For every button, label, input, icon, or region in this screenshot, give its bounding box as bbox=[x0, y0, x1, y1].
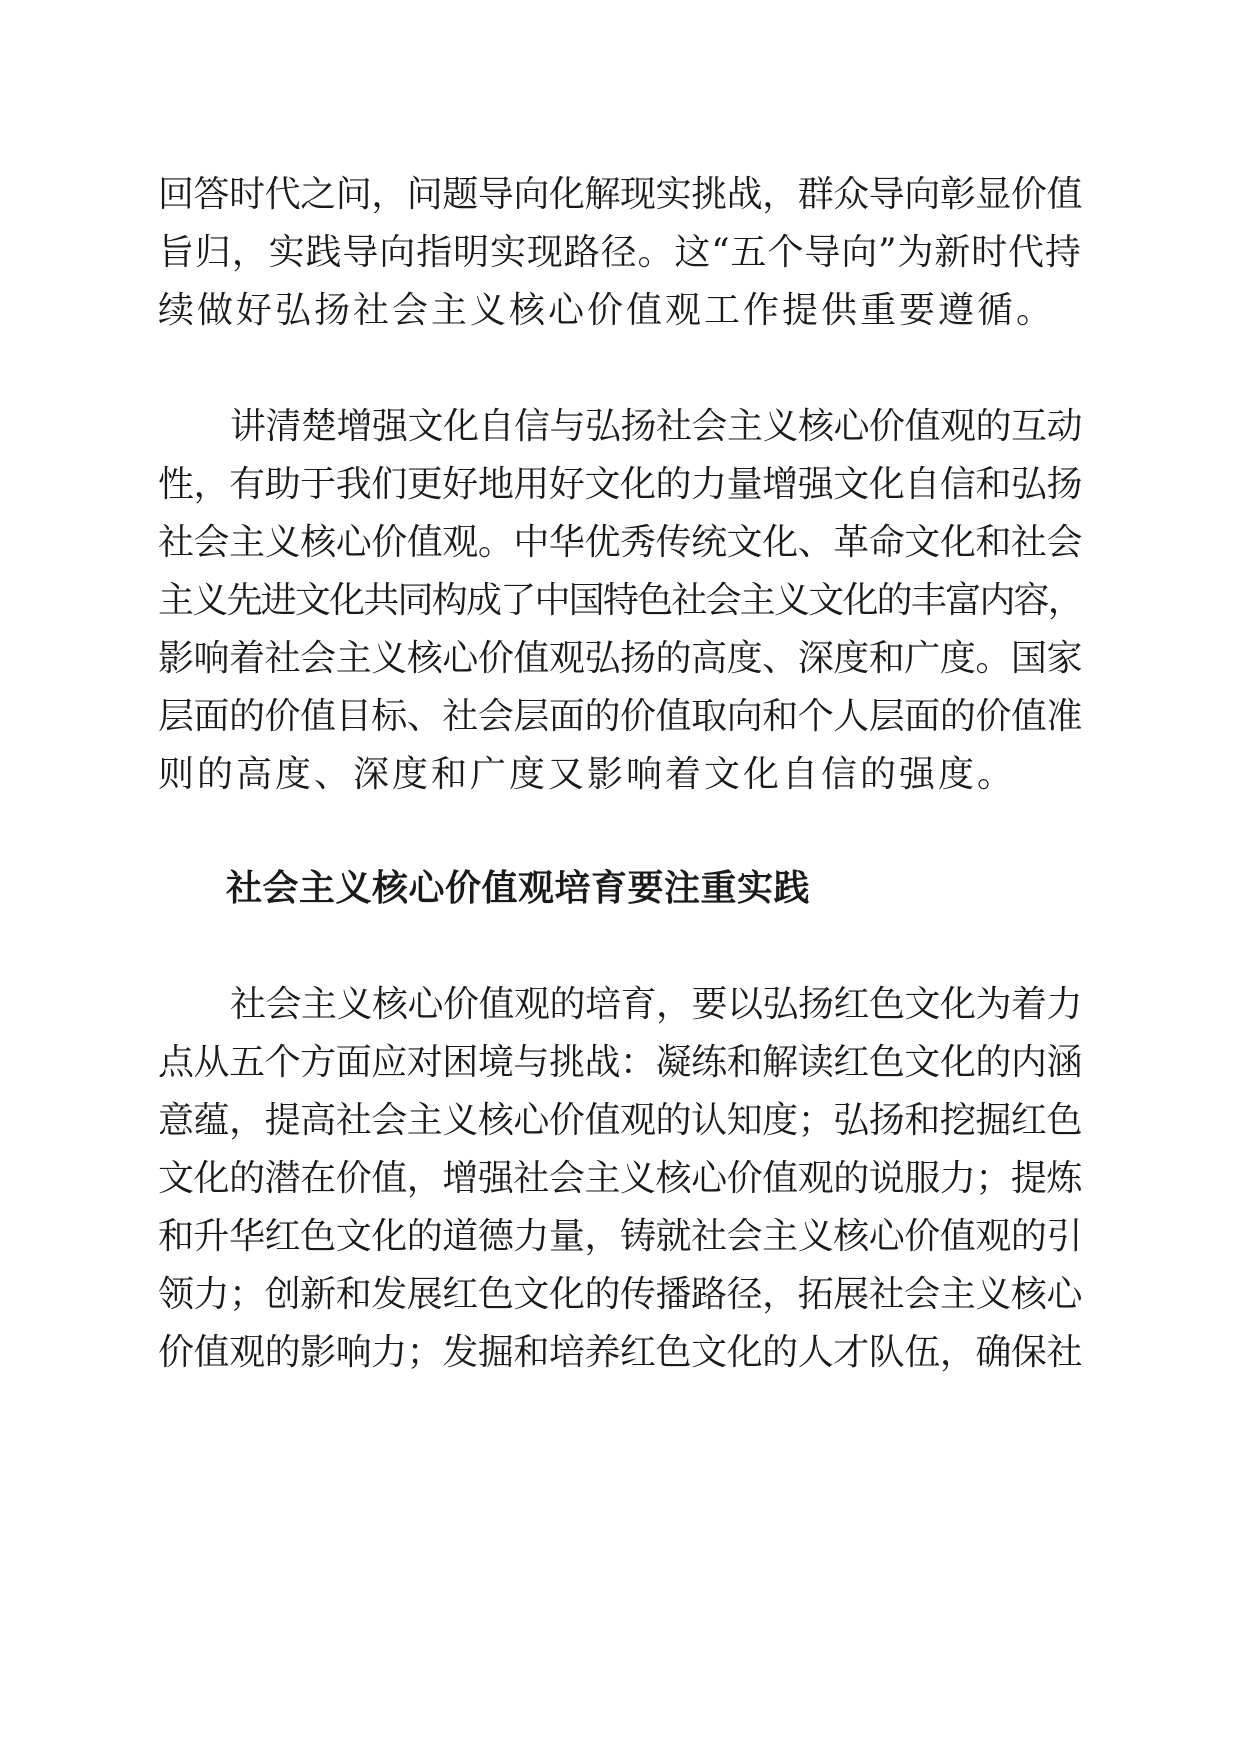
paragraph-3-line-1: 社会主义核心价值观的培育，要以弘扬红色文化为着力 bbox=[230, 984, 1083, 1025]
section-heading: 社会主义核心价值观培育要注重实践 bbox=[226, 868, 811, 909]
paragraph-2-line-7: 则的高度、深度和广度又影响着文化自信的强度。 bbox=[158, 754, 1017, 795]
paragraph-3-line-4: 文化的潜在价值，增强社会主义核心价值观的说服力；提炼 bbox=[158, 1158, 1083, 1199]
paragraph-1-line-3: 续做好弘扬社会主义核心价值观工作提供重要遵循。 bbox=[158, 290, 1056, 331]
paragraph-3-line-5: 和升华红色文化的道德力量，铸就社会主义核心价值观的引 bbox=[158, 1216, 1083, 1257]
paragraph-2-line-5: 影响着社会主义核心价值观弘扬的高度、深度和广度。国家 bbox=[158, 638, 1083, 679]
paragraph-2-line-4: 主义先进文化共同构成了中国特色社会主义文化的丰富内容， bbox=[158, 580, 1083, 621]
paragraph-3-line-6: 领力；创新和发展红色文化的传播路径，拓展社会主义核心 bbox=[158, 1274, 1083, 1315]
paragraph-2-line-2: 性，有助于我们更好地用好文化的力量增强文化自信和弘扬 bbox=[158, 464, 1083, 505]
paragraph-3-line-7: 价值观的影响力；发掘和培养红色文化的人才队伍，确保社 bbox=[158, 1332, 1083, 1373]
paragraph-3-line-2: 点从五个方面应对困境与挑战：凝练和解读红色文化的内涵 bbox=[158, 1042, 1083, 1083]
paragraph-2-line-3: 社会主义核心价值观。中华优秀传统文化、革命文化和社会 bbox=[158, 522, 1083, 563]
paragraph-2-line-1: 讲清楚增强文化自信与弘扬社会主义核心价值观的互动 bbox=[230, 406, 1083, 447]
paragraph-1-line-1: 回答时代之问，问题导向化解现实挑战，群众导向彰显价值 bbox=[158, 174, 1083, 215]
paragraph-1-line-2: 旨归，实践导向指明实现路径。这“五个导向”为新时代持 bbox=[158, 232, 1082, 273]
paragraph-2-line-6: 层面的价值目标、社会层面的价值取向和个人层面的价值准 bbox=[158, 696, 1083, 737]
paragraph-3-line-3: 意蕴，提高社会主义核心价值观的认知度；弘扬和挖掘红色 bbox=[158, 1100, 1083, 1141]
